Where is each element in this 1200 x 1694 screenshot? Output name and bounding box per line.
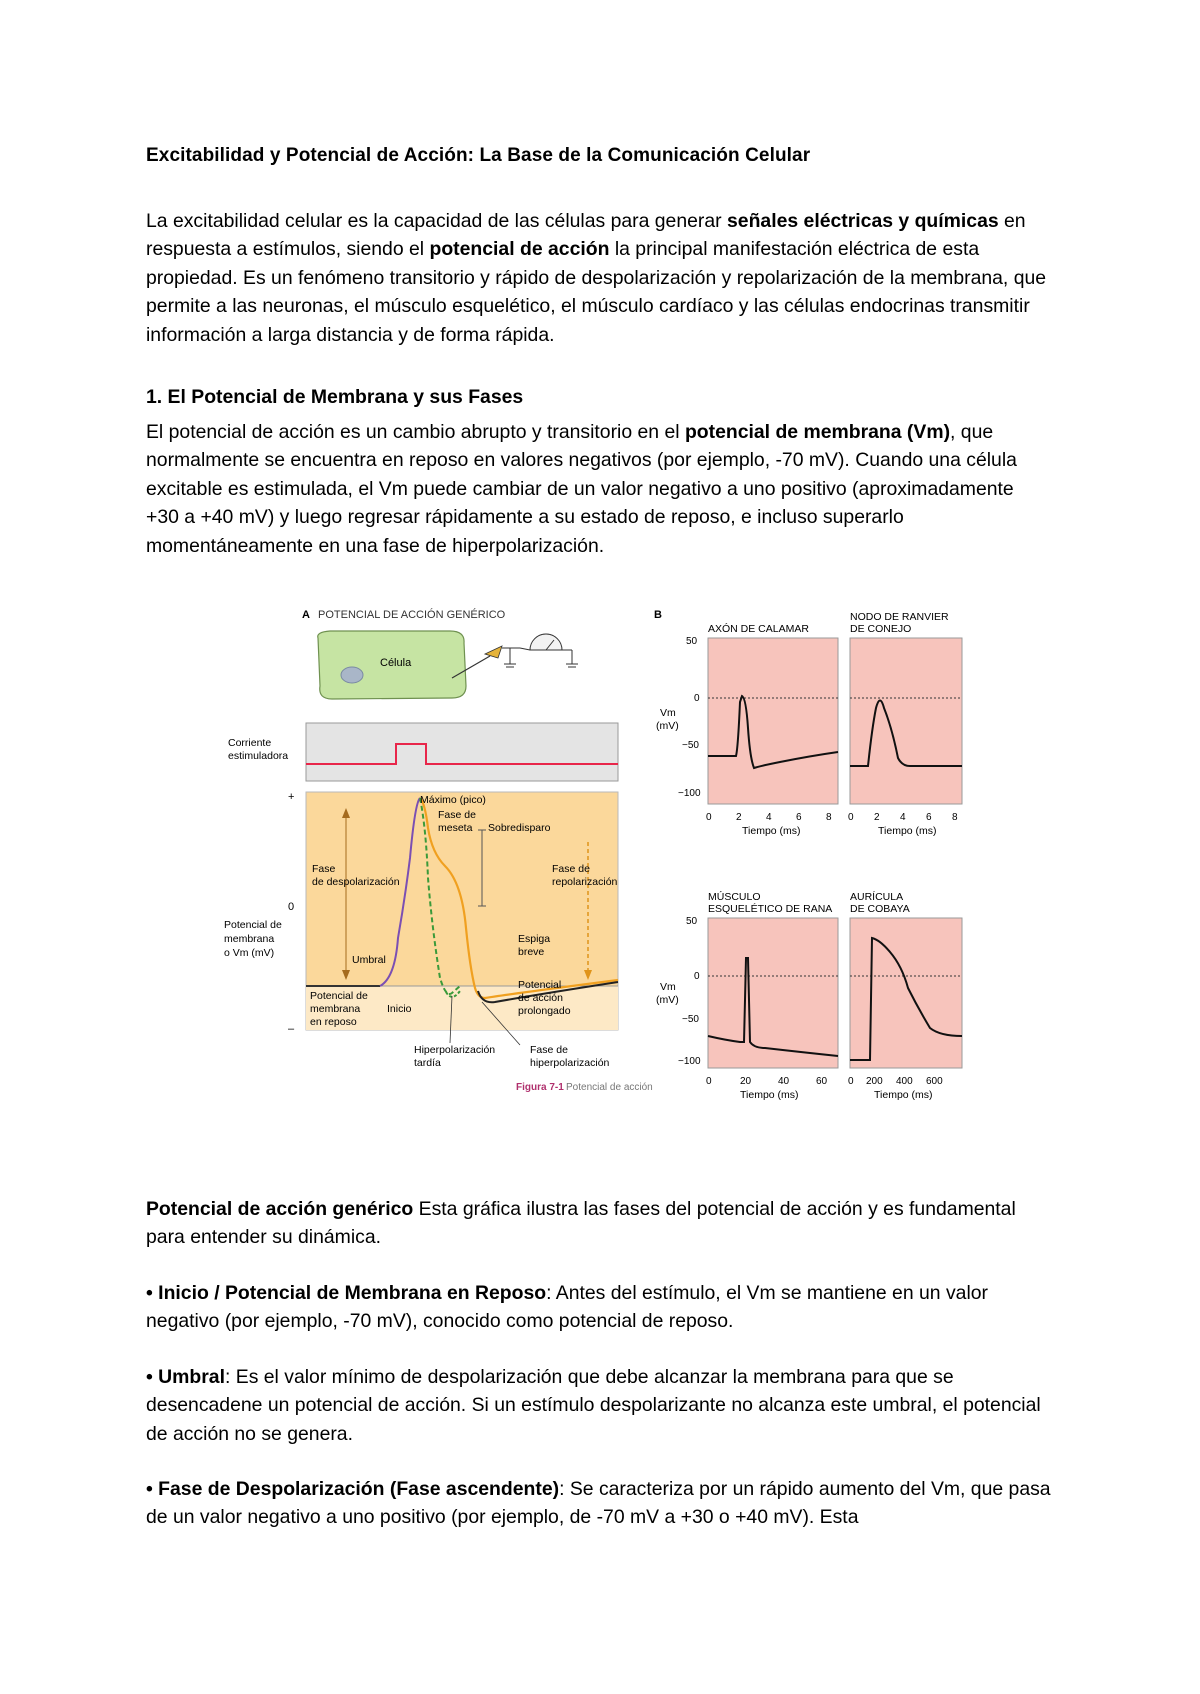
ylabel-2: membrana	[224, 933, 275, 945]
p4-x1: 200	[866, 1076, 883, 1087]
bullet-inicio	[146, 1279, 1051, 1336]
fase-hiper-2: hiperpolarización	[530, 1057, 610, 1069]
p3-x-ticks	[706, 1076, 828, 1087]
cell-drawing	[318, 631, 578, 699]
p1-x0: 0	[706, 812, 712, 823]
y-plus: +	[288, 791, 295, 803]
p2-title-1: NODO DE RANVIER	[850, 611, 949, 623]
p1-xlabel: Tiempo (ms)	[742, 825, 801, 837]
cell-label: Célula	[380, 657, 412, 669]
b-top-vm: Vm	[660, 707, 676, 719]
bullet2-text: : Es el valor mínimo de despolarización que debe alcanzar la membrana para que se desencadene un potencial de acción. Si un estímulo despolarizante no alcanza este umbral, el potencial de acción no se genera.	[146, 1366, 1041, 1445]
p4-plot	[850, 918, 962, 1068]
espiga-label-2: breve	[518, 946, 545, 958]
fase-label-2: de despolarización	[312, 876, 400, 888]
prolong-label-1: Potencial	[518, 979, 562, 991]
meseta-label-1: Fase de	[438, 809, 476, 821]
stim-label-2: estimuladora	[228, 750, 289, 762]
intro-text-1: La excitabilidad celular es la capacidad de las células para generar	[146, 210, 727, 232]
bullet1-text: : Antes del estímulo, el Vm se mantiene en un valor negativo (por ejemplo, -70 mV), conocido como potencial de reposo.	[146, 1282, 988, 1333]
generic-paragraph	[146, 1195, 1051, 1252]
panel-a-title: POTENCIAL DE ACCIÓN GENÉRICO	[318, 609, 506, 621]
y-zero: 0	[288, 901, 295, 913]
bullet3-text: : Se caracteriza por un rápido aumento del Vm, que pasa de un valor negativo a uno positivo (por ejemplo, de -70 mV a +30 o +40 mV). Esta	[146, 1478, 1051, 1529]
p3-x1: 20	[740, 1076, 752, 1087]
p4-x3: 600	[926, 1076, 943, 1087]
max-label: Máximo (pico)	[420, 794, 486, 806]
umbral-label: Umbral	[352, 954, 386, 966]
y-minus: –	[288, 1023, 295, 1035]
p4-title-1: AURÍCULA	[850, 891, 904, 903]
p2-xlabel: Tiempo (ms)	[878, 825, 937, 837]
repol-label-2: repolarización	[552, 876, 618, 888]
b-bot-vm: Vm	[660, 981, 676, 993]
hiper-tardia-1: Hiperpolarización	[414, 1044, 496, 1056]
p1-x2: 4	[766, 812, 772, 823]
b-top-y-m100: −100	[678, 788, 701, 799]
p2-x3: 6	[926, 812, 932, 823]
section-heading: 1. El Potencial de Membrana y sus Fases	[146, 386, 524, 408]
bullet-despolarizacion	[146, 1475, 1051, 1532]
p2-x1: 2	[874, 812, 880, 823]
b-top-mv: (mV)	[656, 720, 679, 732]
p1-x1: 2	[736, 812, 742, 823]
reposo-label-2: membrana	[310, 1003, 361, 1015]
caption-text: Potencial de acción	[566, 1082, 653, 1093]
reposo-label-3: en reposo	[310, 1016, 357, 1028]
s1-text-2: , que normalmente se encuentra en reposo en valores negativos (por ejemplo, -70 mV). Cuando una célula excitable es estimulada, el Vm puede cambiar de un valor negativo a uno positivo (aproximadamente +30 a +40 mV) y luego regresar rápidamente a su estado de reposo, e incluso superarlo momentáneamente en una fase de hiperpolarización.	[146, 421, 1017, 557]
panel-a-label: A	[302, 609, 310, 621]
bullet-umbral	[146, 1363, 1051, 1448]
bullet3-bold: • Fase de Despolarización (Fase ascendente)	[146, 1478, 560, 1500]
panel-b-label: B	[654, 609, 662, 621]
b-bot-y-m100: −100	[678, 1056, 701, 1067]
sobredisparo-label: Sobredisparo	[488, 822, 551, 834]
b-top-y-50: 50	[686, 636, 698, 647]
generic-bold: Potencial de acción genérico	[146, 1198, 414, 1220]
intro-bold-1: señales eléctricas y químicas	[727, 210, 999, 232]
inicio-label: Inicio	[387, 1003, 412, 1015]
s1-text-1: El potencial de acción es un cambio abrupto y transitorio en el	[146, 421, 685, 443]
b-bot-mv: (mV)	[656, 994, 679, 1006]
generic-text: Esta gráfica ilustra las fases del potencial de acción y es fundamental para entender su dinámica.	[146, 1198, 1016, 1249]
reposo-label-1: Potencial de	[310, 990, 368, 1002]
p2-x0: 0	[848, 812, 854, 823]
p3-title-1: MÚSCULO	[708, 891, 761, 903]
p2-x2: 4	[900, 812, 906, 823]
p1-x4: 8	[826, 812, 832, 823]
b-top-y-m50: −50	[682, 740, 699, 751]
stimulus-box	[306, 723, 618, 781]
caption-figure: Figura 7-1	[516, 1082, 564, 1093]
intro-bold-2: potencial de acción	[429, 238, 610, 261]
intro-paragraph	[146, 207, 1051, 349]
bullet1-bold: • Inicio / Potencial de Membrana en Reposo	[146, 1282, 547, 1304]
p4-x-ticks	[848, 1076, 943, 1087]
p1-title: AXÓN DE CALAMAR	[708, 623, 809, 635]
stim-label-1: Corriente	[228, 737, 272, 749]
p3-x3: 60	[816, 1076, 828, 1087]
p1-x3: 6	[796, 812, 802, 823]
b-bot-y-50: 50	[686, 916, 698, 927]
p2-plot	[850, 638, 962, 804]
ylabel-3: o Vm (mV)	[224, 947, 275, 959]
bullet2-bold: • Umbral	[146, 1366, 225, 1388]
b-top-y-0: 0	[694, 693, 700, 704]
ylabel-1: Potencial de	[224, 919, 282, 931]
p3-title-2: ESQUELÉTICO DE RANA	[708, 903, 833, 915]
prolong-label-2: de acción	[518, 992, 563, 1004]
p3-xlabel: Tiempo (ms)	[740, 1089, 799, 1101]
action-potential-figure	[220, 598, 1010, 1190]
espiga-label-1: Espiga	[518, 933, 551, 945]
b-bot-y-0: 0	[694, 971, 700, 982]
prolong-label-3: prolongado	[518, 1005, 571, 1017]
b-bot-y-m50: −50	[682, 1014, 699, 1025]
hiper-tardia-2: tardía	[414, 1057, 441, 1069]
p3-x0: 0	[706, 1076, 712, 1087]
p2-x-ticks	[848, 812, 958, 823]
intro-text-3: la principal manifestación eléctrica de esta propiedad. Es un fenómeno transitorio y rápido de despolarización y repolarización de la membrana, que permite a las neuronas, el músculo esquelético, el músculo cardíaco y las células endocrinas transmitir información a larga distancia y de forma rápida.	[146, 238, 1047, 346]
meseta-label-2: meseta	[438, 822, 473, 834]
p4-title-2: DE COBAYA	[850, 903, 910, 915]
fase-label-1: Fase	[312, 863, 336, 875]
p4-xlabel: Tiempo (ms)	[874, 1089, 933, 1101]
p3-x2: 40	[778, 1076, 790, 1087]
s1-bold-1: potencial de membrana (Vm)	[684, 421, 951, 443]
p2-title-2: DE CONEJO	[850, 623, 912, 635]
p4-x2: 400	[896, 1076, 913, 1087]
document-title: Excitabilidad y Potencial de Acción: La Base de la Comunicación Celular	[146, 145, 811, 166]
p4-x0: 0	[848, 1076, 854, 1087]
p1-plot	[708, 638, 838, 804]
p3-plot	[708, 918, 838, 1068]
section1-paragraph	[146, 418, 1051, 560]
repol-label-1: Fase de	[552, 863, 590, 875]
p1-x-ticks	[706, 812, 832, 823]
intro-text-2: en respuesta a estímulos, siendo el	[146, 210, 1026, 261]
fase-hiper-1: Fase de	[530, 1044, 568, 1056]
p2-x4: 8	[952, 812, 958, 823]
